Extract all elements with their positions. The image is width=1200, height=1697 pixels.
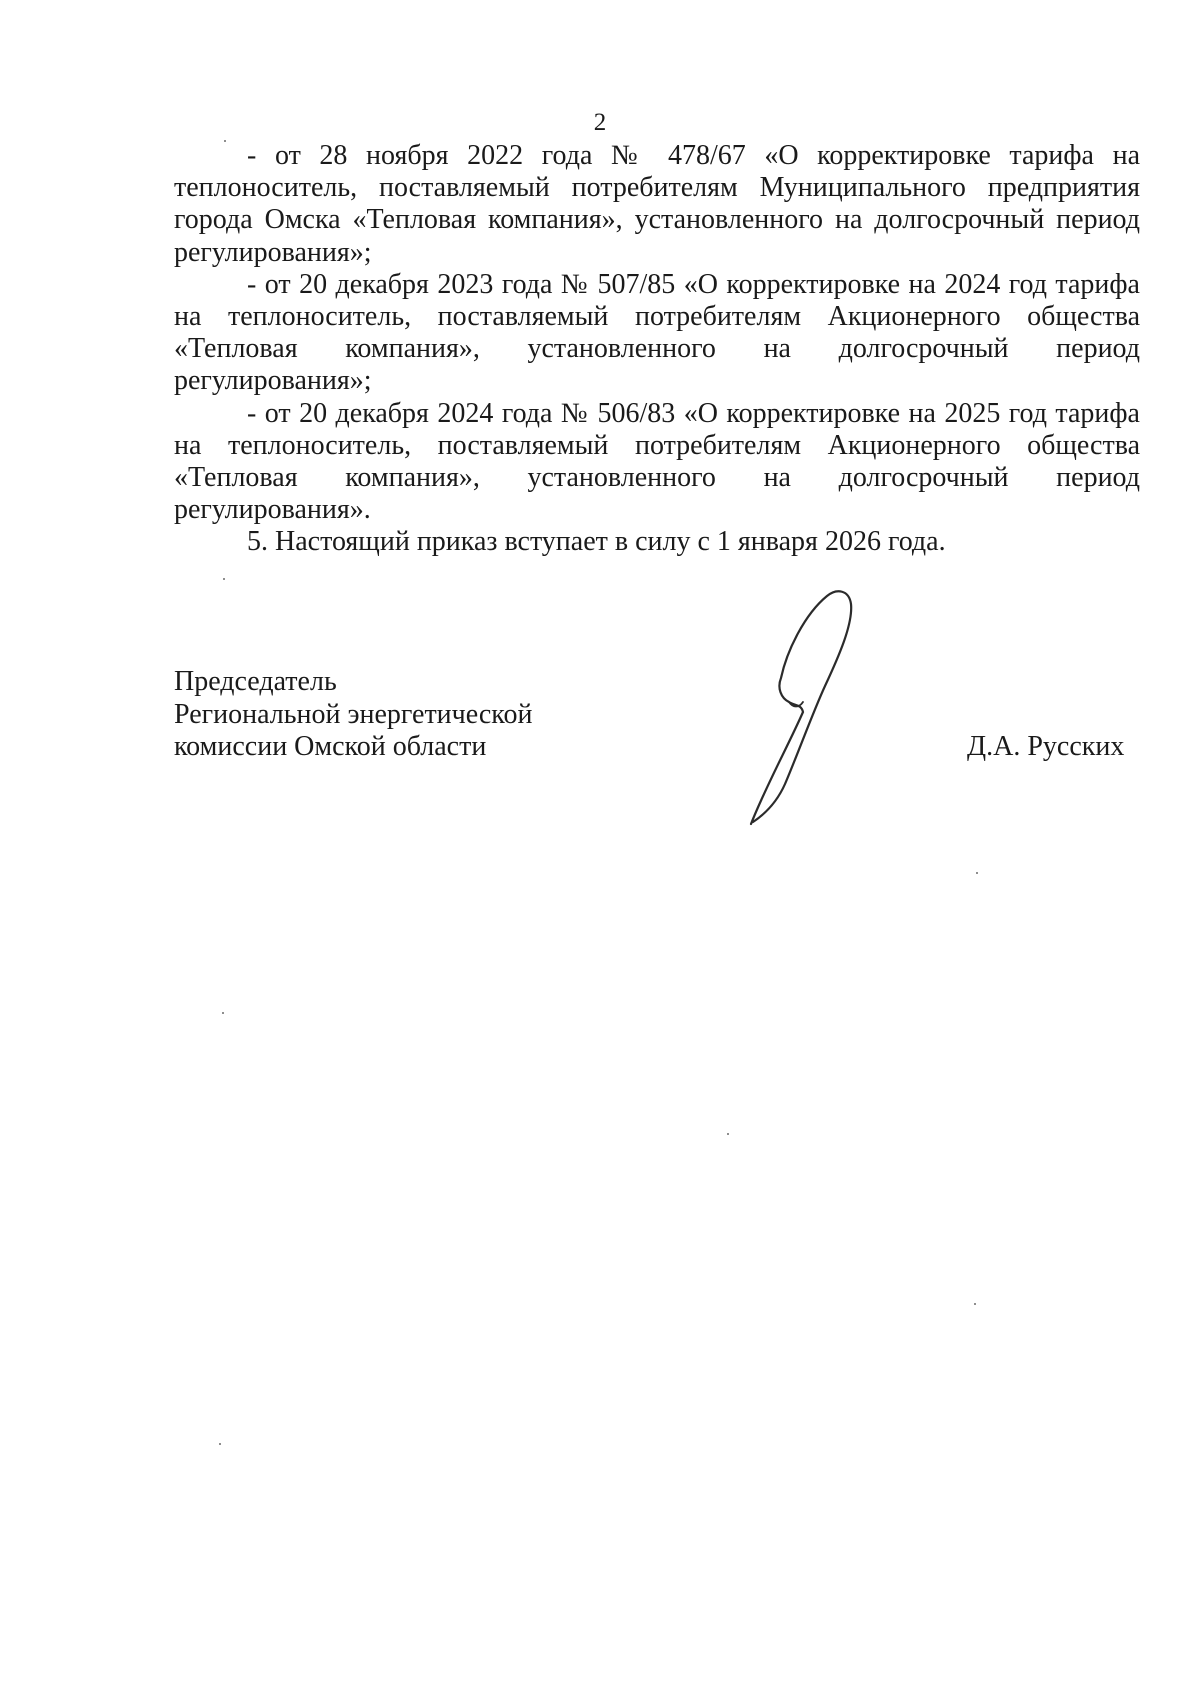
scan-speck [223,578,225,580]
paragraph-effective-date: 5. Настоящий приказ вступает в силу с 1 января 2026 года. [247,526,946,558]
paragraph-repealed-order-2024: - от 20 декабря 2024 года № 506/83 «О корректировке на 2025 год тарифа на теплоноситель, поставляемый потребителям Акционерного общества «Тепловая компания», установленного на долгосрочный период регулирования». [174,397,1140,526]
signatory-title [174,666,532,764]
scan-speck [976,872,978,874]
paragraph-repealed-order-2023: - от 20 декабря 2023 года № 507/85 «О корректировке на 2024 год тарифа на теплоноситель, поставляемый потребителям Акционерного общества «Тепловая компания», установленного на долгосрочный период регулирования»; [174,268,1140,397]
handwritten-signature [745,588,875,828]
scan-speck [219,1443,221,1445]
signatory-title-line: комиссии Омской области [174,731,487,762]
document-body [174,140,1140,559]
scan-speck [222,1012,224,1014]
signatory-name: Д.А. Русских [967,731,1125,762]
page-number: 2 [593,109,607,136]
scan-speck [727,1133,729,1135]
scan-speck [974,1303,976,1305]
scan-speck [224,140,226,142]
signatory-title-line: Председатель [174,666,337,697]
signatory-title-line: Региональной энергетической [174,698,533,730]
paragraph-repealed-order-2022: - от 28 ноября 2022 года № 478/67 «О корректировке тарифа на теплоноситель, поставляемый потребителям Муниципального предприятия города Омска «Тепловая компания», установленного на долгосрочный период регулирования»; [174,140,1140,268]
